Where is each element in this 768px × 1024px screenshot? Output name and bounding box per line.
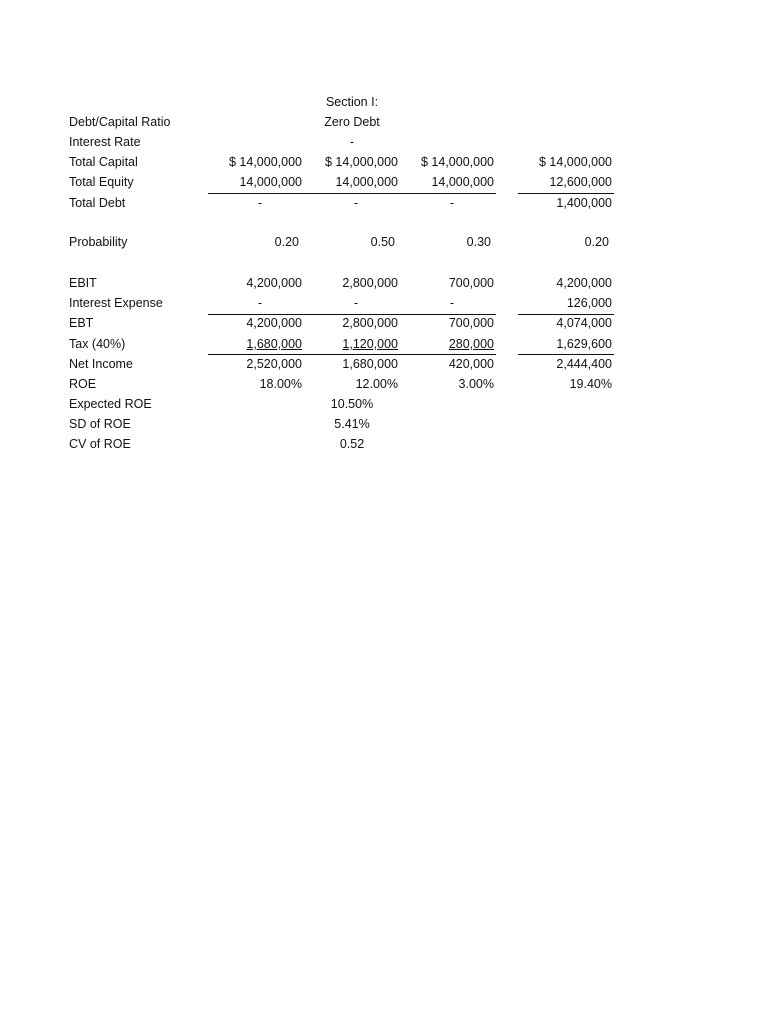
net-income-col1: 2,520,000 — [246, 357, 302, 371]
tax-col2: 1,120,000 — [342, 337, 398, 351]
ebt-col1: 4,200,000 — [246, 316, 302, 330]
total-capital-col3: $ 14,000,000 — [421, 155, 494, 169]
probability-col1: 0.20 — [274, 235, 299, 249]
tax-label: Tax (40%) — [69, 337, 126, 351]
ebit-col4: 4,200,000 — [556, 276, 612, 290]
interest-expense-col2: - — [353, 296, 358, 310]
ebt-col2: 2,800,000 — [342, 316, 398, 330]
tax-col4: 1,629,600 — [556, 337, 612, 351]
probability-label: Probability — [69, 235, 128, 249]
section-title: Section I: — [325, 95, 379, 109]
total-debt-label: Total Debt — [69, 196, 126, 210]
roe-row — [0, 374, 768, 394]
interest-expense-col3: - — [449, 296, 454, 310]
total-debt-col2: - — [353, 196, 358, 210]
probability-col4: 0.20 — [584, 235, 609, 249]
probability-col3: 0.30 — [466, 235, 491, 249]
tax-col3: 280,000 — [448, 337, 494, 351]
sd-roe-row — [0, 414, 768, 434]
interest-expense-label: Interest Expense — [69, 296, 163, 310]
ebit-col1: 4,200,000 — [246, 276, 302, 290]
roe-col2: 12.00% — [355, 377, 398, 391]
net-income-label: Net Income — [69, 357, 133, 371]
sd-roe-value: 5.41% — [334, 417, 370, 431]
ebit-row — [0, 273, 768, 293]
total-equity-row — [0, 172, 768, 192]
total-debt-col3: - — [449, 196, 454, 210]
tax-col1: 1,680,000 — [246, 337, 302, 351]
total-debt-col1: - — [257, 196, 262, 210]
ebit-col3: 700,000 — [448, 276, 494, 290]
total-capital-col4: $ 14,000,000 — [539, 155, 612, 169]
roe-label: ROE — [69, 377, 97, 391]
expected-roe-value: 10.50% — [330, 397, 374, 411]
roe-col4: 19.40% — [569, 377, 612, 391]
ebt-row — [0, 313, 768, 333]
total-debt-row — [0, 193, 768, 213]
cv-roe-value: 0.52 — [339, 437, 365, 451]
total-equity-col2: 14,000,000 — [335, 175, 398, 189]
tax-row — [0, 334, 768, 354]
ebt-col3: 700,000 — [448, 316, 494, 330]
roe-col3: 3.00% — [458, 377, 494, 391]
total-equity-col3: 14,000,000 — [431, 175, 494, 189]
total-equity-col4: 12,600,000 — [549, 175, 612, 189]
interest-rate-row — [0, 132, 768, 152]
probability-col2: 0.50 — [370, 235, 395, 249]
roe-col1: 18.00% — [259, 377, 302, 391]
net-income-col4: 2,444,400 — [556, 357, 612, 371]
total-capital-label: Total Capital — [69, 155, 138, 169]
debt-capital-ratio-label: Debt/Capital Ratio — [69, 115, 171, 129]
section-header-row — [0, 92, 768, 112]
net-income-col3: 420,000 — [448, 357, 494, 371]
net-income-row — [0, 354, 768, 374]
interest-expense-col1: - — [257, 296, 262, 310]
interest-rate-label: Interest Rate — [69, 135, 141, 149]
total-debt-col4: 1,400,000 — [556, 196, 612, 210]
debt-capital-ratio-row — [0, 112, 768, 132]
cv-roe-label: CV of ROE — [69, 437, 131, 451]
interest-rate-value: - — [349, 135, 355, 149]
net-income-col2: 1,680,000 — [342, 357, 398, 371]
total-equity-col1: 14,000,000 — [239, 175, 302, 189]
total-capital-col1: $ 14,000,000 — [229, 155, 302, 169]
interest-expense-row — [0, 293, 768, 313]
sd-roe-label: SD of ROE — [69, 417, 131, 431]
ebt-col4: 4,074,000 — [556, 316, 612, 330]
expected-roe-label: Expected ROE — [69, 397, 152, 411]
total-capital-row — [0, 152, 768, 172]
total-equity-label: Total Equity — [69, 175, 134, 189]
probability-row — [0, 232, 768, 252]
ebt-label: EBT — [69, 316, 94, 330]
ebit-col2: 2,800,000 — [342, 276, 398, 290]
interest-expense-col4: 126,000 — [566, 296, 612, 310]
ebit-label: EBIT — [69, 276, 97, 290]
cv-roe-row — [0, 434, 768, 454]
total-capital-col2: $ 14,000,000 — [325, 155, 398, 169]
scenario-title: Zero Debt — [324, 115, 380, 129]
expected-roe-row — [0, 394, 768, 414]
